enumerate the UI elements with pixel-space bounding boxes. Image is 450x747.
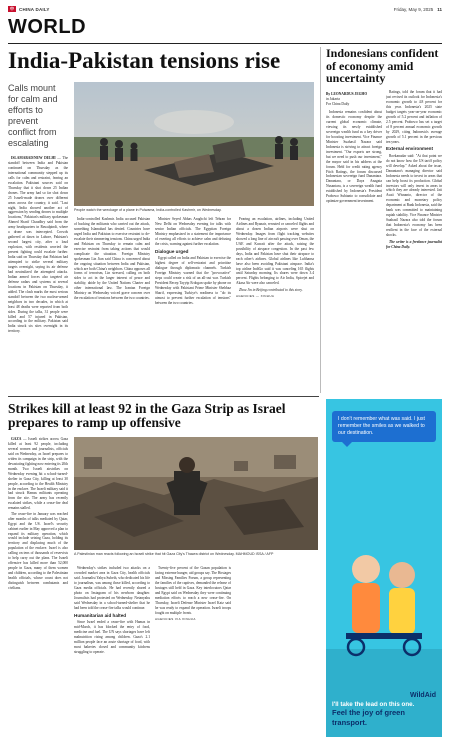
paper-name: CHINA DAILY xyxy=(19,6,50,12)
column-rule xyxy=(320,47,321,393)
sidebar-story xyxy=(326,47,442,85)
byline xyxy=(326,92,382,107)
dateline: ISLAMABAD/NEW DELHI xyxy=(11,156,56,160)
contributor-note: Zhou Jin in Beijing contributed to this story. xyxy=(239,288,303,293)
news-photo xyxy=(74,82,314,206)
story-column xyxy=(236,217,314,392)
section-rule xyxy=(8,43,442,44)
newspaper-logo: 中 xyxy=(10,6,14,11)
issue-date: Friday, May 9, 2025 xyxy=(393,6,434,12)
masthead xyxy=(8,4,442,14)
advertisement[interactable] xyxy=(326,399,442,737)
story-column xyxy=(8,156,68,392)
byline-credit: For China Daily xyxy=(326,102,350,107)
section-title: WORLD xyxy=(8,16,87,38)
subhead: External environment xyxy=(386,146,433,152)
writer-note: The writer is a freelance journalist for China Daily. xyxy=(386,240,442,249)
story-divider xyxy=(8,396,319,397)
gaza-rubble-photo xyxy=(74,437,318,550)
news-photo xyxy=(74,437,318,550)
body-text: India-controlled Kashmir. India accused Pakistan of backing the militants who carried out the attack, something Islamabad has denied. Countries have urged India and Pakistan to exercise restraint to de-escalate their simmering tensions. China urged India and Pakistan on Thursday to remain calm and exercise restraint from taking actions that would complicate the situation. Foreign Ministry spokesman Lin Jian said China is concerned about the ongoing situation between India and Pakistan, which are both China's neighbors. China opposes all forms of terrorism, Lin stressed, calling on both sides to act in the larger interest of peace and stability, abide by the United Nations Charter and other international law. The Iranian Foreign Ministry on Wednesday voiced grave concern over the escalation of tensions between the two countries. xyxy=(74,217,150,301)
body-text: The cease-fire in January was reached after months of talks mediated by Qatar, Egypt and the US. Israel's security cabinet earlier in May approved a plan to expand its military operation, which would include seizing Gaza, holding its territory and displacing much of the population of the enclave. Israel is also calling on tens of thousands of reservists to help carry out the plans. The Israeli offensive has killed more than 52,000 people in Gaza, many of them women and children, according to the Palestinian health officials, whose count does not distinguish between combatants and civilians. xyxy=(8,511,68,590)
byline-name: By LEONARDUS JEGHO xyxy=(326,92,368,96)
body-text: — Israeli strikes across Gaza killed at least 92 people, including several women and journalists, officials said on Wednesday, as Israel prepares to widen its campaign in the strip, with the devastating fighting now entering its 20th month. Two Israeli airstrikes on Wednesday evening hit a school-turned-shelter in Gaza City, killing at least 30 people, according to the Health Ministry in the enclave. The Israeli military said it had struck Hamas militants operating from the site. The army has recently escalated strikes, while a cease-fire deal remains stalled. xyxy=(8,437,68,511)
body-text: Fearing an escalation, airlines, including United Airlines and Ryanair, rerouted or canceled flights and about a dozen Indian airports were shut on Wednesday. Images from flight tracking websites showed a long line of aircraft passing over Oman, the UAE and Kuwait after the attack, raising the possibility of airspace congestion. In the past few days, India and Pakistan have shut their airspace to each other's airlines. Global airlines like Lufthansa have also been avoiding Pakistani airspace. India's top airline IndiGo said it was canceling 165 flights until Saturday morning. Its shares were down 3.4 percent. Flights belonging to Air India, Spicejet and Akasa Air were also canceled. xyxy=(236,217,314,286)
body-text: Roekanadar said: "At that point we do not know how the US tariff policy will develop." Asked about the issue, Danantara's managing director said Indonesia needs to invest in areas that can help boost its production. Global investors will only invest in areas in which they are already interested. Jati Asati Wisnanto, director of the economic and monetary policy department at Bank Indonesia, said the bank was committed to maintaining rupiah stability. Vice Finance Minister Suahasil Nazara also told the forum that Indonesia's economy has been resilient in the face of the external shocks. xyxy=(386,153,442,238)
subhead: Humanitarian aid halted xyxy=(74,612,127,618)
photo-caption: People watch the wreckage of a plane in Pulwama, India-controlled Kashmir, on Wednesday. xyxy=(74,208,222,212)
story-column xyxy=(74,566,150,739)
ad-message-bubble: I don't remember what was said. I just remember the smiles as we walked to our destination. xyxy=(332,411,436,442)
ad-brand: WildAid xyxy=(410,692,436,699)
subhead: Dialogue urged xyxy=(155,248,189,254)
crash-wreckage-photo xyxy=(74,82,314,206)
story-headline: Indonesians confident of economy amid uncertainty xyxy=(326,46,439,86)
story-headline: India-Pakistan tensions rise xyxy=(8,48,281,73)
body-text: Since Israel ended a cease-fire with Hamas in mid-March, it has blocked the entry of food, medicine and fuel. The UN says shortages have left malnutrition rising among children. Gaza's 2.1 million people face an acute shortage of food, with most bakeries closed and community kitchens struggling to operate. xyxy=(74,619,150,654)
signoff: AGENCIES — XINHUA xyxy=(236,294,275,299)
story-deck: Calls mount for calm and efforts to prevent conflict from escalating xyxy=(8,83,58,148)
story-column xyxy=(326,90,382,390)
body-text: Ratings, told the forum that it had just revised its outlook for Indonesia's economic growth to 4.8 percent for this year. Indonesia's 2025 state budget targets year-on-year economic growth of 5.2 percent and inflation of 2.5 percent. Prabowo has set a target of 8 percent annual economic growth by 2029, citing Indonesia's average growth of 5.1 percent in the previous ten years. xyxy=(386,90,442,144)
byline-place: in Jakarta xyxy=(326,97,340,102)
story-column xyxy=(8,437,68,739)
body-text: Twenty-five percent of the Gazan population is facing extreme hunger, aid groups say. The Hostages and Missing Families Forum, a group representing the families of the captives, demanded the release of hostages still held in Gaza. Key interlocutors Qatar and Egypt said on Wednesday they were continuing mediation efforts to reach a new cease-fire. On Thursday, Israeli Defense Minister Israel Katz said he was ready to expand the operation. Israeli troops fought on multiple fronts. xyxy=(155,566,231,615)
page-number: 11 xyxy=(437,6,442,12)
ad-tagline-line1: I'll take the lead on this one. xyxy=(332,700,415,708)
story-column xyxy=(155,566,231,739)
story-column xyxy=(74,217,150,392)
ad-tagline-line2: Feel the joy of green transport. xyxy=(332,708,405,727)
body-text: Minister Seyed Abbas Araghchi left Tehran for New Delhi on Wednesday evening for talks with senior Indian officials. The Egyptian Foreign Ministry emphasized in a statement the importance of exerting all efforts to achieve calm and defusing the crisis, warning against further escalation. xyxy=(155,217,231,246)
body-text: Wednesday's strikes included two attacks on a crowded market area in Gaza City, health officials said. Journalist Yahya Subeih, who dedicated his life to journalism, was among those killed, according to Gaza media officials. He had recently shared a photo on Instagram of his newborn daughter. Journalists had protested on Wednesday. Netanyahu said Wednesday in a school-turned-shelter that he had been told the cease-fire talks would continue. xyxy=(74,566,150,610)
ad-illustration xyxy=(326,399,442,737)
ad-tagline xyxy=(332,701,436,728)
body-text: Egypt called on India and Pakistan to exercise the highest degree of self-restraint and prioritize dialogue through diplomatic channels. Turkish Foreign Ministry warned that the "provocative" steps could create a risk of an all-out war. Turkish President Recep Tayyip Erdogan spoke by phone on Wednesday with Pakistani Prime Minister Shehbaz Sharif, expressing Turkiye's readiness to "do its utmost to prevent further escalation of tensions" between the two countries. xyxy=(155,256,231,305)
photo-caption: A Palestinian man reacts following an Israeli strike that hit Gaza City's Thawra district on Wednesday. MAHMOUD ISSA / AFP xyxy=(74,552,274,556)
story-headline: Strikes kill at least 92 in the Gaza Strip as Israel prepares to ramp up offensive xyxy=(8,401,286,431)
body-text: — The standoff between India and Pakistan continued on Thursday as the international community stepped up its calls for calm and restraint, fearing an escalation. Pakistani sources said on Thursday that it shot down 25 Indian drones. The army had so far shot down 25 Israeli-made drones over different areas across the country, it said. "Last night, India showed another act of aggression by sending drones to multiple locations," Pakistan's military spokesman Ahmed Sharif Chaudhry said from the army headquarters in Rawalpindi, where a drone was intercepted. Crowds gathered at dawn in Lahore, Pakistan's second largest city, after a loud explosion, with residents worried the present fighting could escalate further. India said on Thursday that Pakistan had attempted to strike several military targets overnight, saying its air defense had neutralized the attempted attacks. Indian armed forces also targeted air defense radars and systems at several locations in Pakistan on Thursday, it added. The clash marks the most serious standoff between the two nuclear-armed neighbors in two decades, in which at least 48 deaths were reported from both sides. During the talks, 31 people were killed and 57 injured in Pakistan, according to the military. Pakistan said India struck six sites overnight in its territory. xyxy=(8,156,68,334)
story-column xyxy=(386,90,442,390)
story-column xyxy=(155,217,231,392)
signoff: AGENCIES VIA XINHUA xyxy=(155,616,196,621)
dateline: GAZA xyxy=(11,437,22,441)
body-text: Indonesia remains confident about its domestic economy despite the current global economic climate, viewing its newly established sovereign wealth fund as a key driver for boosting investment. Vice Finance Minister Suahasil Nazara said Indonesia is striving to attract foreign investment. "Our exports are strong, but we need to push our investment," the mayor said in his address at the forum. Held for credit rating agency Fitch Ratings, the forum discussed Indonesian sovereign fund Danantara. Danantara, or Daya Anagata Nusantara, is a sovereign wealth fund established by Indonesia's President Prabowo Subianto to consolidate and optimize government investment. xyxy=(326,110,382,204)
